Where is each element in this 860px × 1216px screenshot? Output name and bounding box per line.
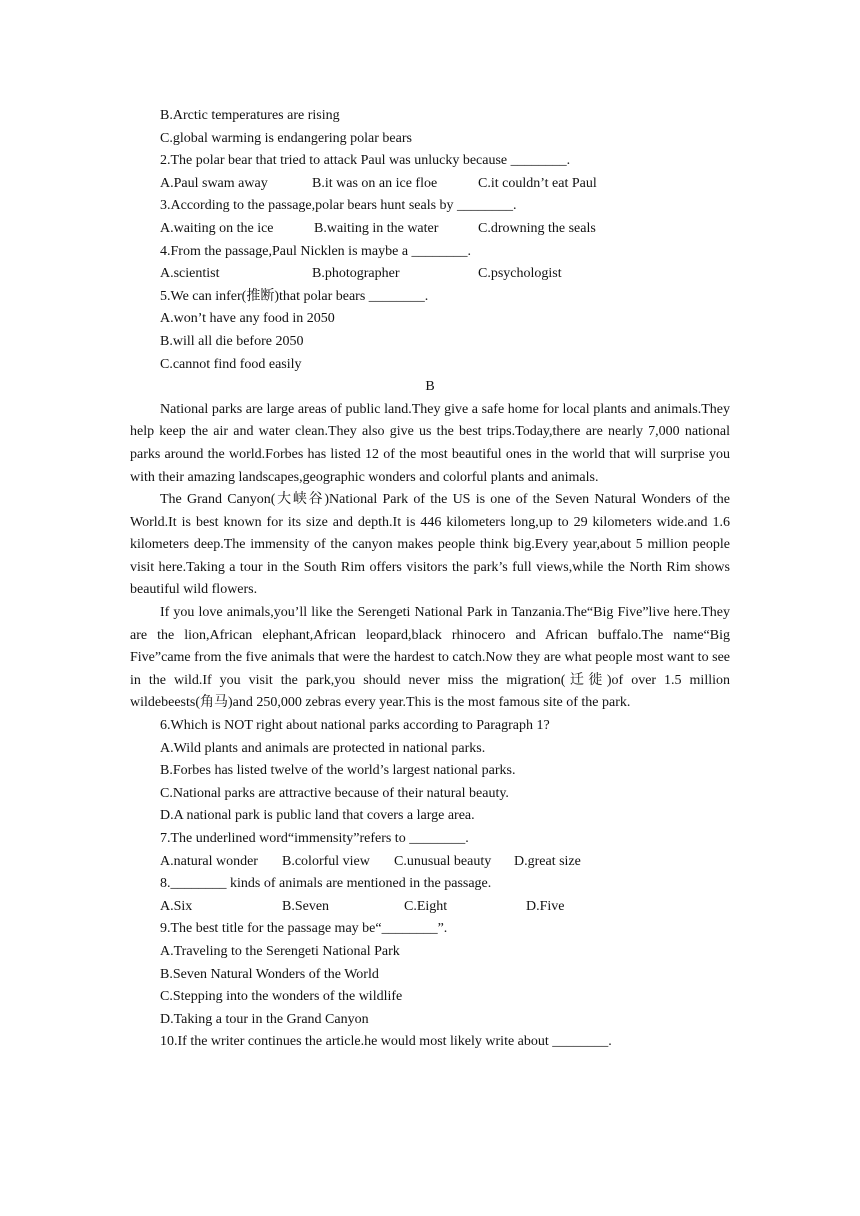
passage-paragraph-1: National parks are large areas of public land.They give a safe home for local plants and animals.They help keep the air and water clean.They also give us the best trips.Today,there are nearly 7,000 national parks around the world.Forbes has listed 12 of the most beautiful ones in the world that will surprise you with their amazing landscapes,geographic wonders and colorful plants and animals.: [130, 401, 730, 485]
q3-option-b: B.waiting in the water: [314, 220, 439, 236]
q5-option-c: C.cannot find food easily: [160, 356, 302, 372]
q5-option-a: A.won’t have any food in 2050: [160, 311, 335, 327]
q7-question: 7.The underlined word“immensity”refers to ________.: [160, 831, 469, 846]
passage-paragraph-3: If you love animals,you’ll like the Serengeti National Park in Tanzania.The“Big Five”live here.They are the lion,African elephant,African leopard,black rhinocero and African buffalo.The name“Big Five”came from the five animals that were the hardest to catch.Now they are what people most want to see in the wild.If you visit the park,you should never miss the migration(迁徙)of over 1.5 million wildebeests(角马)and 250,000 zebras every year.This is the most famous site of the park.: [130, 605, 730, 711]
q6-option-b: B.Forbes has listed twelve of the world’s largest national parks.: [160, 763, 516, 779]
q9-option-d: D.Taking a tour in the Grand Canyon: [160, 1011, 369, 1027]
q8-option-a: A.Six: [160, 898, 193, 914]
q4-option-c: C.psychologist: [478, 266, 562, 282]
q9-option-a: A.Traveling to the Serengeti National Park: [160, 943, 400, 959]
section-heading-b: B: [425, 379, 435, 395]
q8-option-c: C.Eight: [404, 898, 448, 914]
q3-question: 3.According to the passage,polar bears hunt seals by ________.: [160, 198, 517, 214]
q2-options: [130, 173, 730, 196]
q2-option-a: A.Paul swam away: [160, 175, 268, 191]
q1-option-c: C.global warming is endangering polar bears: [160, 130, 412, 146]
q6-option-a: A.Wild plants and animals are protected in national parks.: [160, 740, 486, 756]
q4-question: 4.From the passage,Paul Nicklen is maybe a ________.: [160, 243, 472, 259]
q3-option-c: C.drowning the seals: [478, 220, 596, 236]
q6-option-c: C.National parks are attractive because of their natural beauty.: [160, 785, 509, 801]
passage-paragraph-2: The Grand Canyon(大峡谷)National Park of the US is one of the Seven Natural Wonders of the World.It is best known for its size and depth.It is 446 kilometers long,up to 29 kilometers wide.and 1.6 kilometers deep.The immensity of the canyon makes people think big.Every year,about 5 million people visit here.Taking a tour in the South Rim offers visitors the park’s full views,while the North Rim shows beautiful wild flowers.: [130, 492, 730, 598]
q8-options: [130, 896, 730, 919]
q7-option-c: C.unusual beauty: [394, 853, 492, 869]
q1-option-b: B.Arctic temperatures are rising: [160, 108, 340, 123]
q2-question: 2.The polar bear that tried to attack Paul was unlucky because ________.: [160, 153, 571, 169]
q6-question: 6.Which is NOT right about national parks according to Paragraph 1?: [160, 718, 550, 734]
q4-options: [130, 263, 730, 286]
document-page: [130, 105, 730, 1054]
q7-option-a: A.natural wonder: [160, 853, 258, 869]
q7-option-d: D.great size: [514, 853, 581, 869]
q2-option-b: B.it was on an ice floe: [312, 175, 438, 191]
q3-option-a: A.waiting on the ice: [160, 220, 274, 236]
q5-question: 5.We can infer(推断)that polar bears ________.: [160, 288, 429, 304]
q3-options: [130, 218, 730, 241]
q8-question: 8.________ kinds of animals are mentioned in the passage.: [160, 876, 492, 892]
q9-option-c: C.Stepping into the wonders of the wildlife: [160, 989, 403, 1005]
q7-option-b: B.colorful view: [282, 853, 370, 869]
q2-option-c: C.it couldn’t eat Paul: [478, 175, 597, 191]
q4-option-b: B.photographer: [312, 266, 400, 282]
q10-question: 10.If the writer continues the article.he would most likely write about ________.: [160, 1034, 612, 1050]
q9-question: 9.The best title for the passage may be“________”.: [160, 921, 448, 937]
q8-option-d: D.Five: [526, 898, 565, 914]
q7-options: [130, 851, 730, 874]
q6-option-d: D.A national park is public land that covers a large area.: [160, 808, 475, 824]
q9-option-b: B.Seven Natural Wonders of the World: [160, 966, 379, 982]
q4-option-a: A.scientist: [160, 266, 220, 282]
q5-option-b: B.will all die before 2050: [160, 333, 304, 349]
q8-option-b: B.Seven: [282, 898, 330, 914]
